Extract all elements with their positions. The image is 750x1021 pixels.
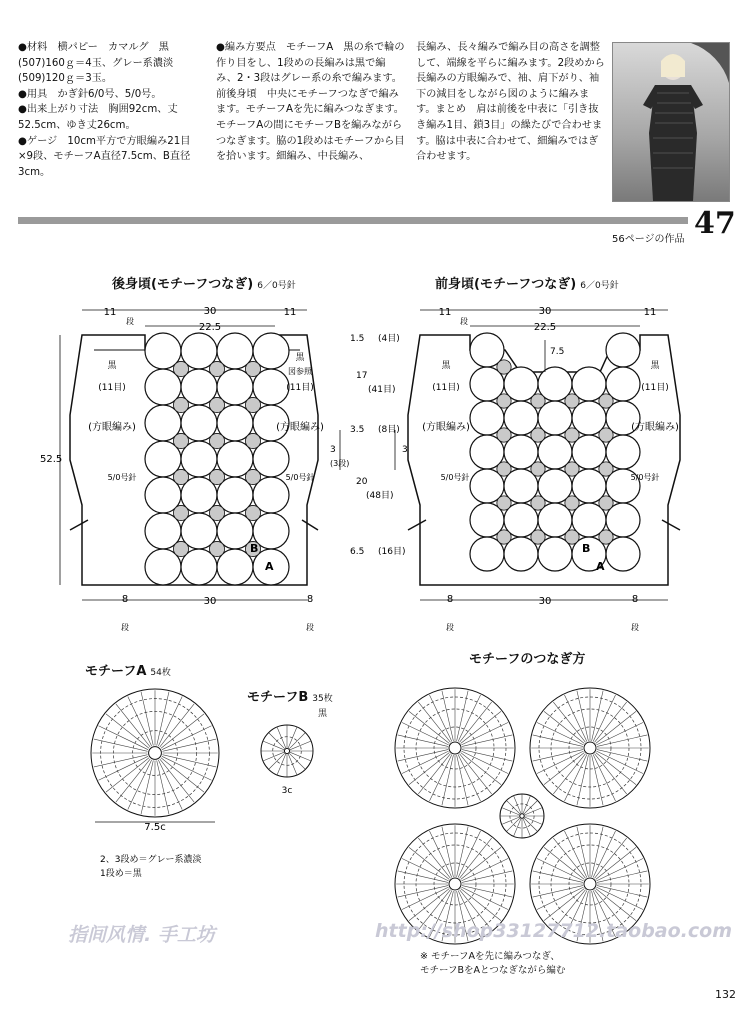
front-top-side-dim: 11	[438, 307, 452, 318]
motif-b-title-text: モチーフB	[247, 690, 309, 705]
front-subtitle: (モチーフつなぎ)	[474, 277, 577, 292]
front-inner-width-dim: 22.5	[533, 322, 557, 333]
back-bottom-side-unit: 段	[121, 623, 129, 632]
front-motif-b-label: B	[582, 542, 591, 555]
front-bottom-side-unit-r: 段	[631, 623, 639, 632]
chart-stitch	[158, 696, 182, 746]
motif-b-diameter: 3c	[281, 786, 293, 796]
back-inner-width-dim: 22.5	[198, 322, 222, 333]
motif-a-chart	[91, 689, 219, 817]
joining-notes	[420, 950, 565, 978]
front-title-text: 前身頃	[435, 277, 475, 292]
center-dim-5-rows: (16目)	[378, 547, 406, 557]
motif-b-circle	[497, 360, 511, 374]
front-bottom-side-dim-r: 8	[631, 594, 639, 605]
back-top-width-dim: 30	[203, 306, 217, 317]
joining-note-2: モチーフBをAとつなぎながら編む	[420, 965, 566, 976]
chart-center-ring	[284, 748, 289, 753]
chart-stitch	[507, 818, 520, 831]
motif-b-color: 黒	[318, 709, 328, 719]
chart-stitch	[524, 817, 541, 824]
front-neck-depth-dim: 7.5	[550, 347, 565, 357]
back-top-side-dim: 11	[103, 307, 117, 318]
chart-stitch	[277, 727, 286, 748]
front-color-label-r: 黒	[650, 361, 660, 371]
motif-b-count: 35枚	[312, 694, 333, 704]
chart-stitch	[269, 753, 285, 769]
chart-stitch	[524, 808, 541, 815]
joining-title: モチーフのつなぎ方	[469, 652, 586, 667]
chart-stitch	[514, 818, 521, 835]
front-motif-grid	[470, 333, 640, 571]
front-side-marker: 3	[402, 445, 408, 455]
motif-b-circle	[173, 361, 188, 376]
front-rows-label: (11目)	[432, 383, 460, 393]
front-needle-side: 5/0号針	[440, 473, 470, 482]
motif-a-title-text: モチーフA	[85, 664, 147, 679]
front-stitch-label: (方眼編み)	[422, 422, 470, 433]
chart-center-ring	[520, 814, 524, 818]
motif-b-circle	[565, 530, 579, 544]
center-dim-5: 6.5	[350, 547, 365, 557]
motif-b-circle	[565, 496, 579, 510]
motif-b-circle	[209, 433, 224, 448]
motif-b-circle	[531, 428, 545, 442]
motif-b-circle	[531, 394, 545, 408]
back-side-marker-unit: (3段)	[330, 459, 350, 468]
front-bottom-side-unit: 段	[446, 623, 454, 632]
back-top-side-unit: 段	[126, 317, 134, 326]
center-dim-2-rows: (41目)	[368, 385, 396, 395]
motif-b-circle	[497, 394, 511, 408]
motif-b-circle	[497, 462, 511, 476]
motif-b-circle	[565, 394, 579, 408]
motif-b-chart	[261, 725, 313, 777]
chart-stitch	[507, 801, 520, 814]
materials-text: ●材料 横パピー カマルグ 黒(507)160ｇ＝4玉、グレー系濃淡(509)120ｇ＝3玉。	[18, 42, 174, 85]
back-motif-a-label: A	[265, 560, 274, 573]
page-folio: 132	[715, 988, 736, 1001]
gauge-text: ●ゲージ 10cm平方で方眼編み21目×9段、モチーフA直径7.5cm、B直径3cm。	[18, 135, 191, 178]
chart-stitch	[523, 796, 530, 813]
front-bottom-side-dim: 8	[446, 594, 454, 605]
motif-b-circle	[173, 433, 188, 448]
chart-stitch	[524, 818, 537, 831]
chart-stitch	[128, 696, 152, 746]
back-stitch-label: (方眼編み)	[88, 422, 136, 433]
back-bottom-side-dim: 8	[121, 594, 129, 605]
chart-stitch	[514, 796, 521, 813]
center-dim-1-rows: (4目)	[378, 334, 400, 344]
back-color-label: 黒	[107, 361, 117, 371]
motif-b-circle	[173, 397, 188, 412]
motif-b-circle	[245, 469, 260, 484]
motif-b-circle	[173, 505, 188, 520]
back-bottom-side-unit-r: 段	[306, 623, 314, 632]
motif-a-note-2: 1段め＝黒	[100, 869, 142, 879]
front-top-width-dim: 30	[538, 306, 552, 317]
motif-b-circle	[531, 496, 545, 510]
page-reference: 56ページの作品	[612, 234, 685, 245]
motif-a-diameter: 7.5c	[144, 822, 166, 833]
motif-b-circle	[209, 361, 224, 376]
motif-b-circle	[245, 505, 260, 520]
motif-b-circle	[497, 530, 511, 544]
chart-stitch	[98, 756, 148, 780]
motif-b-circle	[209, 541, 224, 556]
back-side-marker: 3	[330, 445, 336, 455]
back-bottom-width-dim: 30	[203, 596, 217, 607]
back-rows-label: (11目)	[98, 383, 126, 393]
motif-a-circle	[606, 333, 640, 367]
back-needle-side: 5/0号針	[107, 473, 137, 482]
front-rows-label-r: (11目)	[641, 383, 669, 393]
back-bottom-side-dim-r: 8	[306, 594, 314, 605]
tools-text: ●用具 かぎ針6/0号、5/0号。	[18, 88, 162, 100]
center-dim-1: 1.5	[350, 334, 365, 344]
motif-b-circle	[173, 469, 188, 484]
back-height-dim: 52.5	[40, 454, 63, 465]
back-motif-b-label: B	[250, 542, 259, 555]
chart-stitch	[502, 808, 519, 815]
chart-stitch	[98, 726, 148, 750]
front-top-side-unit: 段	[460, 317, 468, 326]
chart-stitch	[277, 754, 286, 775]
chart-stitch	[288, 754, 297, 775]
chart-stitch	[158, 760, 182, 810]
motif-b-circle	[209, 469, 224, 484]
motif-b-circle	[245, 397, 260, 412]
motif-b-circle	[497, 428, 511, 442]
back-ref-label: 図参照	[288, 367, 312, 376]
motif-b-circle	[245, 361, 260, 376]
motif-b-circle	[599, 394, 613, 408]
chart-stitch	[524, 801, 537, 814]
chart-stitch	[288, 727, 297, 748]
center-dim-4-rows: (48目)	[366, 491, 394, 501]
back-needle: 6／0号針	[257, 281, 296, 291]
back-needle-side-r: 5/0号針	[285, 473, 315, 482]
chart-center-ring	[449, 742, 461, 754]
watermark-right: http://shop33127712.taobao.com	[375, 920, 733, 942]
front-needle-side-r: 5/0号針	[630, 473, 660, 482]
chart-stitch	[128, 760, 152, 810]
motif-b-circle	[565, 428, 579, 442]
motif-b-circle	[599, 462, 613, 476]
front-color-label: 黒	[441, 361, 451, 371]
front-motif-a-label: A	[596, 560, 605, 573]
chart-stitch	[162, 756, 212, 780]
motif-b-circle	[531, 530, 545, 544]
motif-b-circle	[209, 505, 224, 520]
chart-stitch	[289, 733, 305, 749]
chart-stitch	[263, 741, 284, 750]
joining-note-1: ※ モチーフAを先に編みつなぎ、	[420, 951, 560, 962]
joining-diagram	[395, 688, 650, 944]
size-text: ●出来上がり寸法 胸囲92cm、丈52.5cm、ゆき丈26cm。	[18, 104, 178, 131]
motif-b-circle	[599, 496, 613, 510]
instructions-text-2: 長編み、長々編みで編み目の高さを調整して、端線を平らに編みます。2段めから長編みの方眼編みで、袖、肩下がり、袖下の減目をしながら図のように編みます。まとめ 肩は前後を中表に「引き抜き編み1目、鎖3目」の繰たびで合わせます。脇は中表に合わせて、細編みではぎ合わせます。	[416, 42, 605, 163]
chart-stitch	[263, 752, 284, 761]
front-needle: 6／0号針	[580, 281, 619, 291]
back-rows-label-r: (11目)	[286, 383, 314, 393]
back-top-side-dim-r: 11	[283, 307, 297, 318]
front-stitch-label-r: (方眼編み)	[631, 422, 679, 433]
chart-stitch	[269, 733, 285, 749]
center-dim-4: 20	[356, 477, 368, 487]
motif-b-circle	[245, 433, 260, 448]
center-dim-3-rows: (8目)	[378, 425, 400, 435]
chart-stitch	[290, 741, 311, 750]
chart-center-ring	[449, 878, 461, 890]
instructions-text-1: ●編み方要点 モチーフA 黒の糸で輪の作り目をし、1段めの長編みは黒で編み、2・3段はグレー系の糸で編みます。前後身頃 中央にモチーフつなぎで編みます。モチーフAを先に編みつなぎます。モチーフAの間にモチーフBを編みながらつなぎます。脇の1段めはモチーフから目を拾います。細編み、中長編み、	[216, 42, 405, 163]
chart-stitch	[290, 752, 311, 761]
motif-b-circle	[209, 397, 224, 412]
back-subtitle: (モチーフつなぎ)	[151, 277, 254, 292]
motif-b-circle	[599, 530, 613, 544]
chart-center-ring	[584, 742, 596, 754]
motif-b-circle	[599, 428, 613, 442]
motif-b-circle	[531, 462, 545, 476]
center-dim-2: 17	[356, 371, 368, 381]
back-color-label-r: 黒	[295, 353, 305, 363]
front-top-side-dim-r: 11	[643, 307, 657, 318]
chart-stitch	[502, 817, 519, 824]
front-bottom-width-dim: 30	[538, 596, 552, 607]
motif-b-circle	[565, 462, 579, 476]
watermark-left: 指间风情. 手工坊	[68, 924, 215, 946]
chart-stitch	[289, 753, 305, 769]
chart-center-ring	[584, 878, 596, 890]
chart-center-ring	[149, 747, 162, 760]
back-stitch-label-r: (方眼編み)	[276, 422, 324, 433]
chart-stitch	[523, 818, 530, 835]
motif-a-count: 54枚	[150, 668, 171, 678]
pattern-number: 47	[694, 206, 736, 241]
motif-b-circle	[173, 541, 188, 556]
back-motif-grid	[145, 333, 289, 585]
center-dim-3: 3.5	[350, 425, 365, 435]
chart-stitch	[162, 726, 212, 750]
motif-b-circle	[497, 496, 511, 510]
motif-a-note-1: 2、3段め＝グレー系濃淡	[100, 855, 202, 865]
back-title-text: 後身頃	[112, 277, 152, 292]
